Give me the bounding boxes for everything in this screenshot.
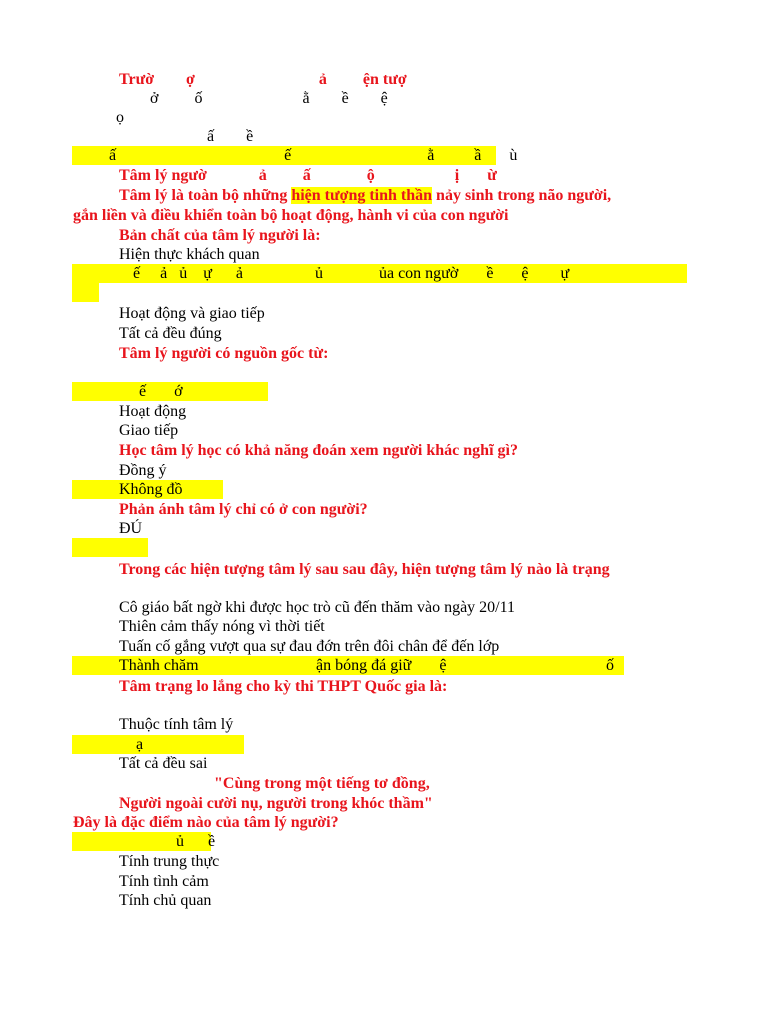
doc-heading-1: Trườ ợ ả ện tượ xyxy=(119,71,407,88)
answer-option: Đồng ý xyxy=(119,462,167,479)
answer-option-fragment: ố xyxy=(606,657,614,674)
doc-line: ở ố ằ ề ệ xyxy=(150,90,388,107)
poem-line: "Cùng trong một tiếng tơ đồng, xyxy=(214,775,430,792)
answer-option-selected: ế ả ủ ự ả ủ ủa con ngườ ề ệ ự xyxy=(133,265,570,282)
answer-option: Giao tiếp xyxy=(119,422,179,439)
doc-line: ọ xyxy=(116,109,124,126)
answer-option-selected: ế ớ xyxy=(139,383,183,400)
answer-option: Cô giáo bất ngờ khi được học trò cũ đến thăm vào ngày 20/11 xyxy=(119,599,516,616)
answer-option-selected: ạ xyxy=(136,736,144,753)
answer-option-selected: ủ ề xyxy=(176,833,216,850)
definition-end: nảy sinh trong não người, xyxy=(432,187,612,204)
doc-line: ấ ế ằ ầ ù xyxy=(109,147,518,164)
doc-line: ấ ề xyxy=(207,128,254,145)
doc-heading-2: Tâm lý ngườ ả ấ ộ ị ừ xyxy=(119,167,497,184)
question: Tâm trạng lo lắng cho kỳ thi THPT Quốc gia là: xyxy=(119,678,448,695)
answer-option: Tính tình cảm xyxy=(119,873,209,890)
highlighted-term: hiện tượng tinh thần xyxy=(291,187,433,204)
answer-option: Hoạt động và giao tiếp xyxy=(119,305,265,322)
answer-option: Tuấn cố gắng vượt qua sự đau đớn trên đôi chân để đến lớp xyxy=(119,638,500,655)
definition-start: Tâm lý là toàn bộ những xyxy=(119,187,292,204)
doc-definition xyxy=(119,186,611,205)
answer-option: Tất cả đều đúng xyxy=(119,325,222,342)
poem-line: Người ngoài cười nụ, người trong khóc thầm" xyxy=(119,795,433,812)
question: Trong các hiện tượng tâm lý sau sau đây, hiện tượng tâm lý nào là trạng xyxy=(119,561,610,578)
answer-option-fragment: ận bóng đá giữ ệ xyxy=(316,657,447,674)
question: Bản chất của tâm lý người là: xyxy=(119,227,321,244)
question: Đây là đặc điểm nào của tâm lý người? xyxy=(73,814,339,831)
highlight-bar xyxy=(72,735,244,754)
answer-option-selected: Thành chăm xyxy=(119,657,199,674)
answer-option: Hiện thực khách quan xyxy=(119,246,260,263)
answer-option: Tất cả đều sai xyxy=(119,755,208,772)
question: Học tâm lý học có khả năng đoán xem người khác nghĩ gì? xyxy=(119,442,518,459)
answer-option: Tính trung thực xyxy=(119,853,220,870)
answer-option: ĐÚ xyxy=(119,520,143,537)
highlight-bar xyxy=(72,283,99,302)
answer-option: Hoạt động xyxy=(119,403,187,420)
question: Phản ánh tâm lý chỉ có ở con người? xyxy=(119,501,368,518)
question: Tâm lý người có nguồn gốc từ: xyxy=(119,345,329,362)
answer-option: Thiên cảm thấy nóng vì thời tiết xyxy=(119,618,325,635)
answer-option-selected: Không đồ xyxy=(119,481,183,498)
highlight-bar xyxy=(72,538,148,557)
answer-option: Tính chủ quan xyxy=(119,892,212,909)
doc-definition-cont: gắn liền và điều khiển toàn bộ hoạt động, hành vi của con người xyxy=(73,207,509,224)
answer-option: Thuộc tính tâm lý xyxy=(119,716,234,733)
